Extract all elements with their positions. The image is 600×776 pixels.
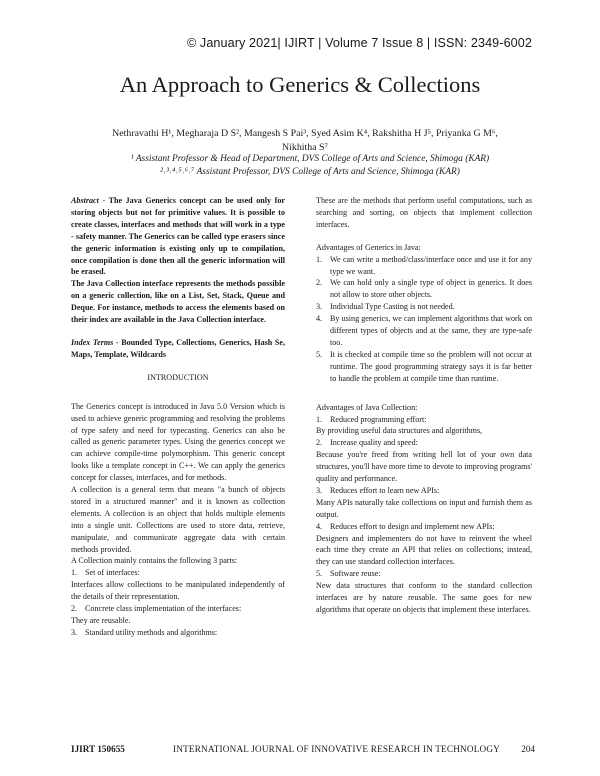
index-terms <box>71 337 285 361</box>
right-column <box>316 195 532 616</box>
paper-title: An Approach to Generics & Collections <box>119 72 481 97</box>
generics-advantages-heading: Advantages of Generics in Java: <box>316 242 421 252</box>
collection-advantage-3-desc: Many APIs naturally take collections on input and furnish them as output. <box>316 497 532 519</box>
collection-advantage-1-desc: By providing useful data structures and algorithms, <box>316 426 483 436</box>
intro-paragraph-2: A collection is a general term that means "a bunch of objects stored in a structured manner" and it is known as collection elements. A collection is an object that holds multiple elements into a single unit. Collections are used to store data, retrieve, manipulate, and communicate aggregate data with certain methods provided. <box>71 485 285 554</box>
journal-header: © January 2021| IJIRT | Volume 7 Issue 8 | ISSN: 2349-6002 <box>186 36 532 50</box>
generics-advantages-list <box>316 254 532 385</box>
abstract-text-1: The Java Generics concept can be used only for storing objects but not for primitive values. It is possible to create classes, interfaces and methods that will work in a type - safety manner. The Generics can be called type erasers since the generic information is existing only up to compilation, once compilation is done then all the generic information will be erased. <box>71 196 285 277</box>
collection-advantage-1-label: 1. Reduced programming effort: <box>316 414 427 424</box>
collection-part-3-label: 3. Standard utility methods and algorithms: <box>71 627 218 637</box>
list-item: 4. By using generics, we can implement algorithms that work on different types of objects and at the same, they are type-safe too. <box>316 314 532 347</box>
collection-advantage-5-desc: New data structures that conform to the standard collection interfaces are by nature reusable. The same goes for new algorithms that operate on objects that implement these interfaces. <box>316 581 532 614</box>
list-item: 3. Individual Type Casting is not needed. <box>316 302 455 312</box>
index-terms-label: Index Terms - <box>71 337 119 347</box>
introduction-heading: INTRODUCTION <box>147 372 209 382</box>
left-column <box>71 195 285 639</box>
collection-part-1-desc: Interfaces allow collections to be manipulated independently of the details of their representation. <box>71 580 285 602</box>
abstract-label: Abstract - <box>71 196 106 205</box>
list-item: 2. We can hold only a single type of object in generics. It does not allow to store other objects. <box>316 278 532 300</box>
footer-journal-id: IJIRT 150655 <box>71 744 125 754</box>
collection-advantage-2-desc: Because you're freed from writing hell lot of your own data structures, you'll have more time to devote to improving programs' quality and performance. <box>316 450 533 484</box>
list-item: 5. It is checked at compile time so the problem will not occur at runtime. The good programming strategy says it is far better to handle the problem at compile time than runtime. <box>316 349 532 383</box>
authors-line-2: Nikhitha S⁷ <box>282 141 328 153</box>
collection-advantage-2-label: 2. Increase quality and speed: <box>316 438 418 448</box>
intro-paragraph-1: The Generics concept is introduced in Java 5.0 Version which is used to achieve generic programming and resolving the problems of type safety and need for typecasting. Generics can also be called as generic parameter types. Using the generics concept we can achieve compile-time polymorphism. This generic concept looks like a template concept in C++. We can apply the generics concept for classes, interfaces, and for methods. <box>71 401 285 483</box>
affiliations <box>40 153 580 179</box>
collection-advantages-heading: Advantages of Java Collection: <box>316 402 418 412</box>
collection-advantage-4-desc: Designers and implementers do not have to reinvent the wheel each time they create an API that relies on collections; instead, they can use standard collection interfaces. <box>316 533 532 567</box>
list-item: 1. We can write a method/class/interface once and use it for any type we want. <box>316 254 532 276</box>
intro-paragraph-3: A Collection mainly contains the following 3 parts: <box>71 556 238 566</box>
author-list <box>80 127 530 154</box>
footer-journal-name: INTERNATIONAL JOURNAL OF INNOVATIVE RESEARCH IN TECHNOLOGY <box>173 744 501 754</box>
collection-advantage-5-label: 5. Software reuse: <box>316 569 381 579</box>
collection-part-2-label: 2. Concrete class implementation of the interfaces: <box>71 604 242 614</box>
collection-part-2-desc: They are reusable. <box>71 616 131 625</box>
footer-page-number: 204 <box>521 744 535 754</box>
index-terms-text: Bounded Type, Collections, Generics, Hash Se, Maps, Template, Wildcards <box>71 337 286 359</box>
abstract <box>71 195 285 278</box>
collection-advantage-3-label: 3. Reduces effort to learn new APIs: <box>316 485 440 495</box>
collection-advantage-4-label: 4. Reduces effort to design and implement new APIs: <box>316 521 495 531</box>
affiliation-2: ²˒³˒⁴˒⁵˒⁶˒⁷ Assistant Professor, DVS College of Arts and Science, Shimoga (KAR) <box>160 167 460 178</box>
algorithms-description: These are the methods that perform useful computations, such as searching and sorting, on objects that implement collection interfaces. <box>316 196 532 229</box>
abstract-text-2: The Java Collection interface represents the methods possible on a generic collection, like on a List, Set, Stack, Queue and Deque. For instance, methods to access the elements based on their index are available in the Java Collection interface. <box>71 279 285 325</box>
authors-line-1: Nethravathi H¹, Megharaja D S², Mangesh S Pai³, Syed Asim K⁴, Rakshitha H J⁵, Priyanka G M⁶, <box>112 128 498 139</box>
collection-part-1-label: 1. Set of interfaces: <box>71 568 140 578</box>
affiliation-1: ¹ Assistant Professor & Head of Department, DVS College of Arts and Science, Shimoga (KAR) <box>130 154 490 164</box>
